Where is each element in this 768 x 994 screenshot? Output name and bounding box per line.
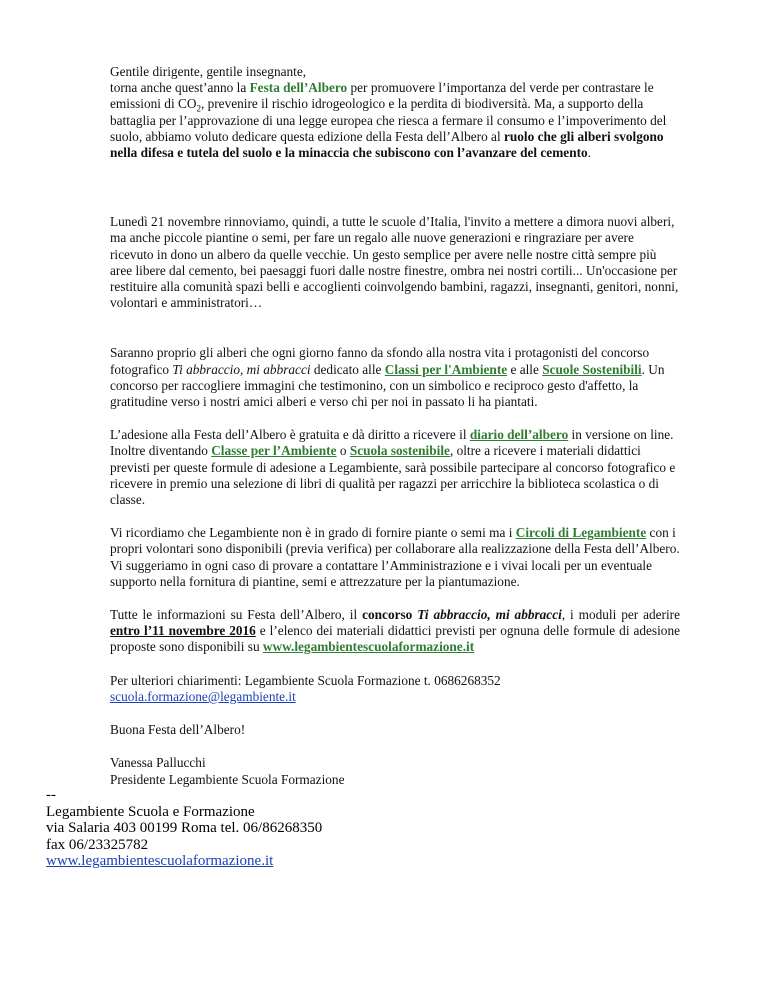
text: dedicato alle (310, 361, 385, 377)
signature-org: Legambiente Scuola e Formazione (46, 803, 255, 820)
signature-address: via Salaria 403 00199 Roma tel. 06/86268350 (46, 820, 323, 836)
concorso-bold: concorso (362, 607, 413, 623)
text: Vi ricordiamo che Legambiente non è in grado di fornire piante o semi ma i (110, 525, 516, 541)
text: , i moduli per aderire (561, 607, 680, 623)
text: . (587, 145, 591, 161)
text: e alle (507, 361, 543, 377)
paragraph-contacts (110, 673, 680, 705)
text: . Un concorso per raccogliere immagini che testimonino, con un simbolico e reciproco gesto d'affetto, la gratitudine verso i nostri amici alberi e verso chi per noi in passato li ha piantati. (110, 361, 665, 410)
paragraph-circoli (110, 525, 680, 590)
closing: Buona Festa dell’Albero! (110, 722, 246, 738)
subscript-2: 2 (196, 104, 201, 115)
paragraph-invite: Lunedì 21 novembre rinnoviamo, quindi, a tutte le scuole d’Italia, l'invito a mettere a dimora nuovi alberi, ma anche piccole piantine o semi, per fare un regalo alle nuove generazioni e ringraziare per avere ricevuto in dono un albero da quelle vecchie. Un gesto semplice per avere nelle nostre città sempre più aree libere dal cemento, bei paesaggi fuori dalle nostre finestre, ombra nei nostri cortili... Un'occasione per restituire alla comunità spazi belli e accoglienti coinvolgendo bambini, ragazzi, insegnanti, genitori, nonni, volontari e amministratori… (110, 214, 679, 311)
scuola-sostenibile-link[interactable]: Scuola sostenibile (349, 443, 450, 459)
circoli-legambiente-link[interactable]: Circoli di Legambiente (515, 525, 647, 541)
signer (110, 755, 680, 787)
website-link[interactable]: www.legambientescuolaformazione.it (262, 639, 475, 655)
classe-per-ambiente-link[interactable]: Classe per l’Ambiente (211, 443, 337, 459)
paragraph-contest (110, 345, 680, 410)
contest-title: Ti abbraccio, mi abbracci (172, 361, 311, 377)
text: con i propri volontari sono disponibili (previa verifica) per collaborare alla realizzazione della Festa dell’Albero. Vi suggeriamo in ogni caso di provare a contattare l’Amministrazione e i vivai locali per un eventuale supporto nella fornitura di piantine, semi e attrezzature per la piantumazione. (110, 525, 680, 589)
text: e l’elenco dei materiali didattici previsti per ognuna delle formule di adesione proposte sono disponibili su (110, 623, 681, 655)
signature-fax: fax 06/23325782 (46, 836, 149, 853)
paragraph-info (110, 607, 680, 656)
deadline: entro l’11 novembre 2016 (110, 623, 256, 639)
email-signature (46, 787, 446, 870)
text: Per ulteriori chiarimenti: Legambiente Scuola Formazione t. 0686268352 (110, 672, 501, 688)
text: in versione on line. Inoltre diventando (110, 427, 674, 459)
letter-body (110, 64, 680, 788)
signature-website-link[interactable]: www.legambientescuolaformazione.it (46, 853, 274, 869)
festa-dell-albero-highlight: Festa dell’Albero (249, 80, 348, 96)
text: torna anche quest’anno la (110, 80, 250, 96)
scuole-sostenibili-link[interactable]: Scuole Sostenibili (542, 361, 642, 377)
text: o (336, 443, 350, 459)
contest-title-bold-italic: Ti abbraccio, mi abbracci (417, 607, 562, 623)
text: , prevenire il rischio idrogeologico e la perdita di biodiversità. Ma, a supporto della battaglia per l’approvazione di una legge europea che riesca a fermare il consumo e l’impoverimento del suolo, abbiamo voluto dedicare questa edizione della Festa dell’Albero al (110, 96, 667, 144)
text: per promuovere l’importanza del verde per contrastare le emissioni di CO (110, 80, 654, 112)
greeting: Gentile dirigente, gentile insegnante, (110, 64, 307, 79)
text: Saranno proprio gli alberi che ogni giorno fanno da sfondo alla nostra vita i protagonisti del concorso fotografico (110, 345, 650, 377)
classi-per-ambiente-link[interactable]: Classi per l'Ambiente (384, 361, 508, 377)
signer-role: Presidente Legambiente Scuola Formazione (110, 771, 345, 787)
signature-separator: -- (46, 787, 56, 803)
text: L’adesione alla Festa dell’Albero è gratuita e dà diritto a ricevere il (110, 427, 470, 443)
diario-albero-link[interactable]: diario dell’albero (469, 427, 569, 443)
signer-name: Vanessa Pallucchi (110, 755, 206, 771)
text: , oltre a ricevere i materiali didattici previsti per queste formule di adesione a Legambiente, sarà possibile partecipare al concorso fotografico e ricevere in premio una selezione di libri di qualità per ragazzi per arricchire la biblioteca scolastica o di classe. (110, 443, 676, 508)
paragraph-adhesion (110, 427, 680, 508)
email-link[interactable]: scuola.formazione@legambiente.it (110, 688, 296, 704)
bold-statement: ruolo che gli alberi svolgono nella difesa e tutela del suolo e la minaccia che subiscono con l’avanzare del cemento (110, 128, 664, 161)
text: Tutte le informazioni su Festa dell’Albero, il (110, 607, 363, 623)
paragraph-intro (110, 64, 680, 161)
